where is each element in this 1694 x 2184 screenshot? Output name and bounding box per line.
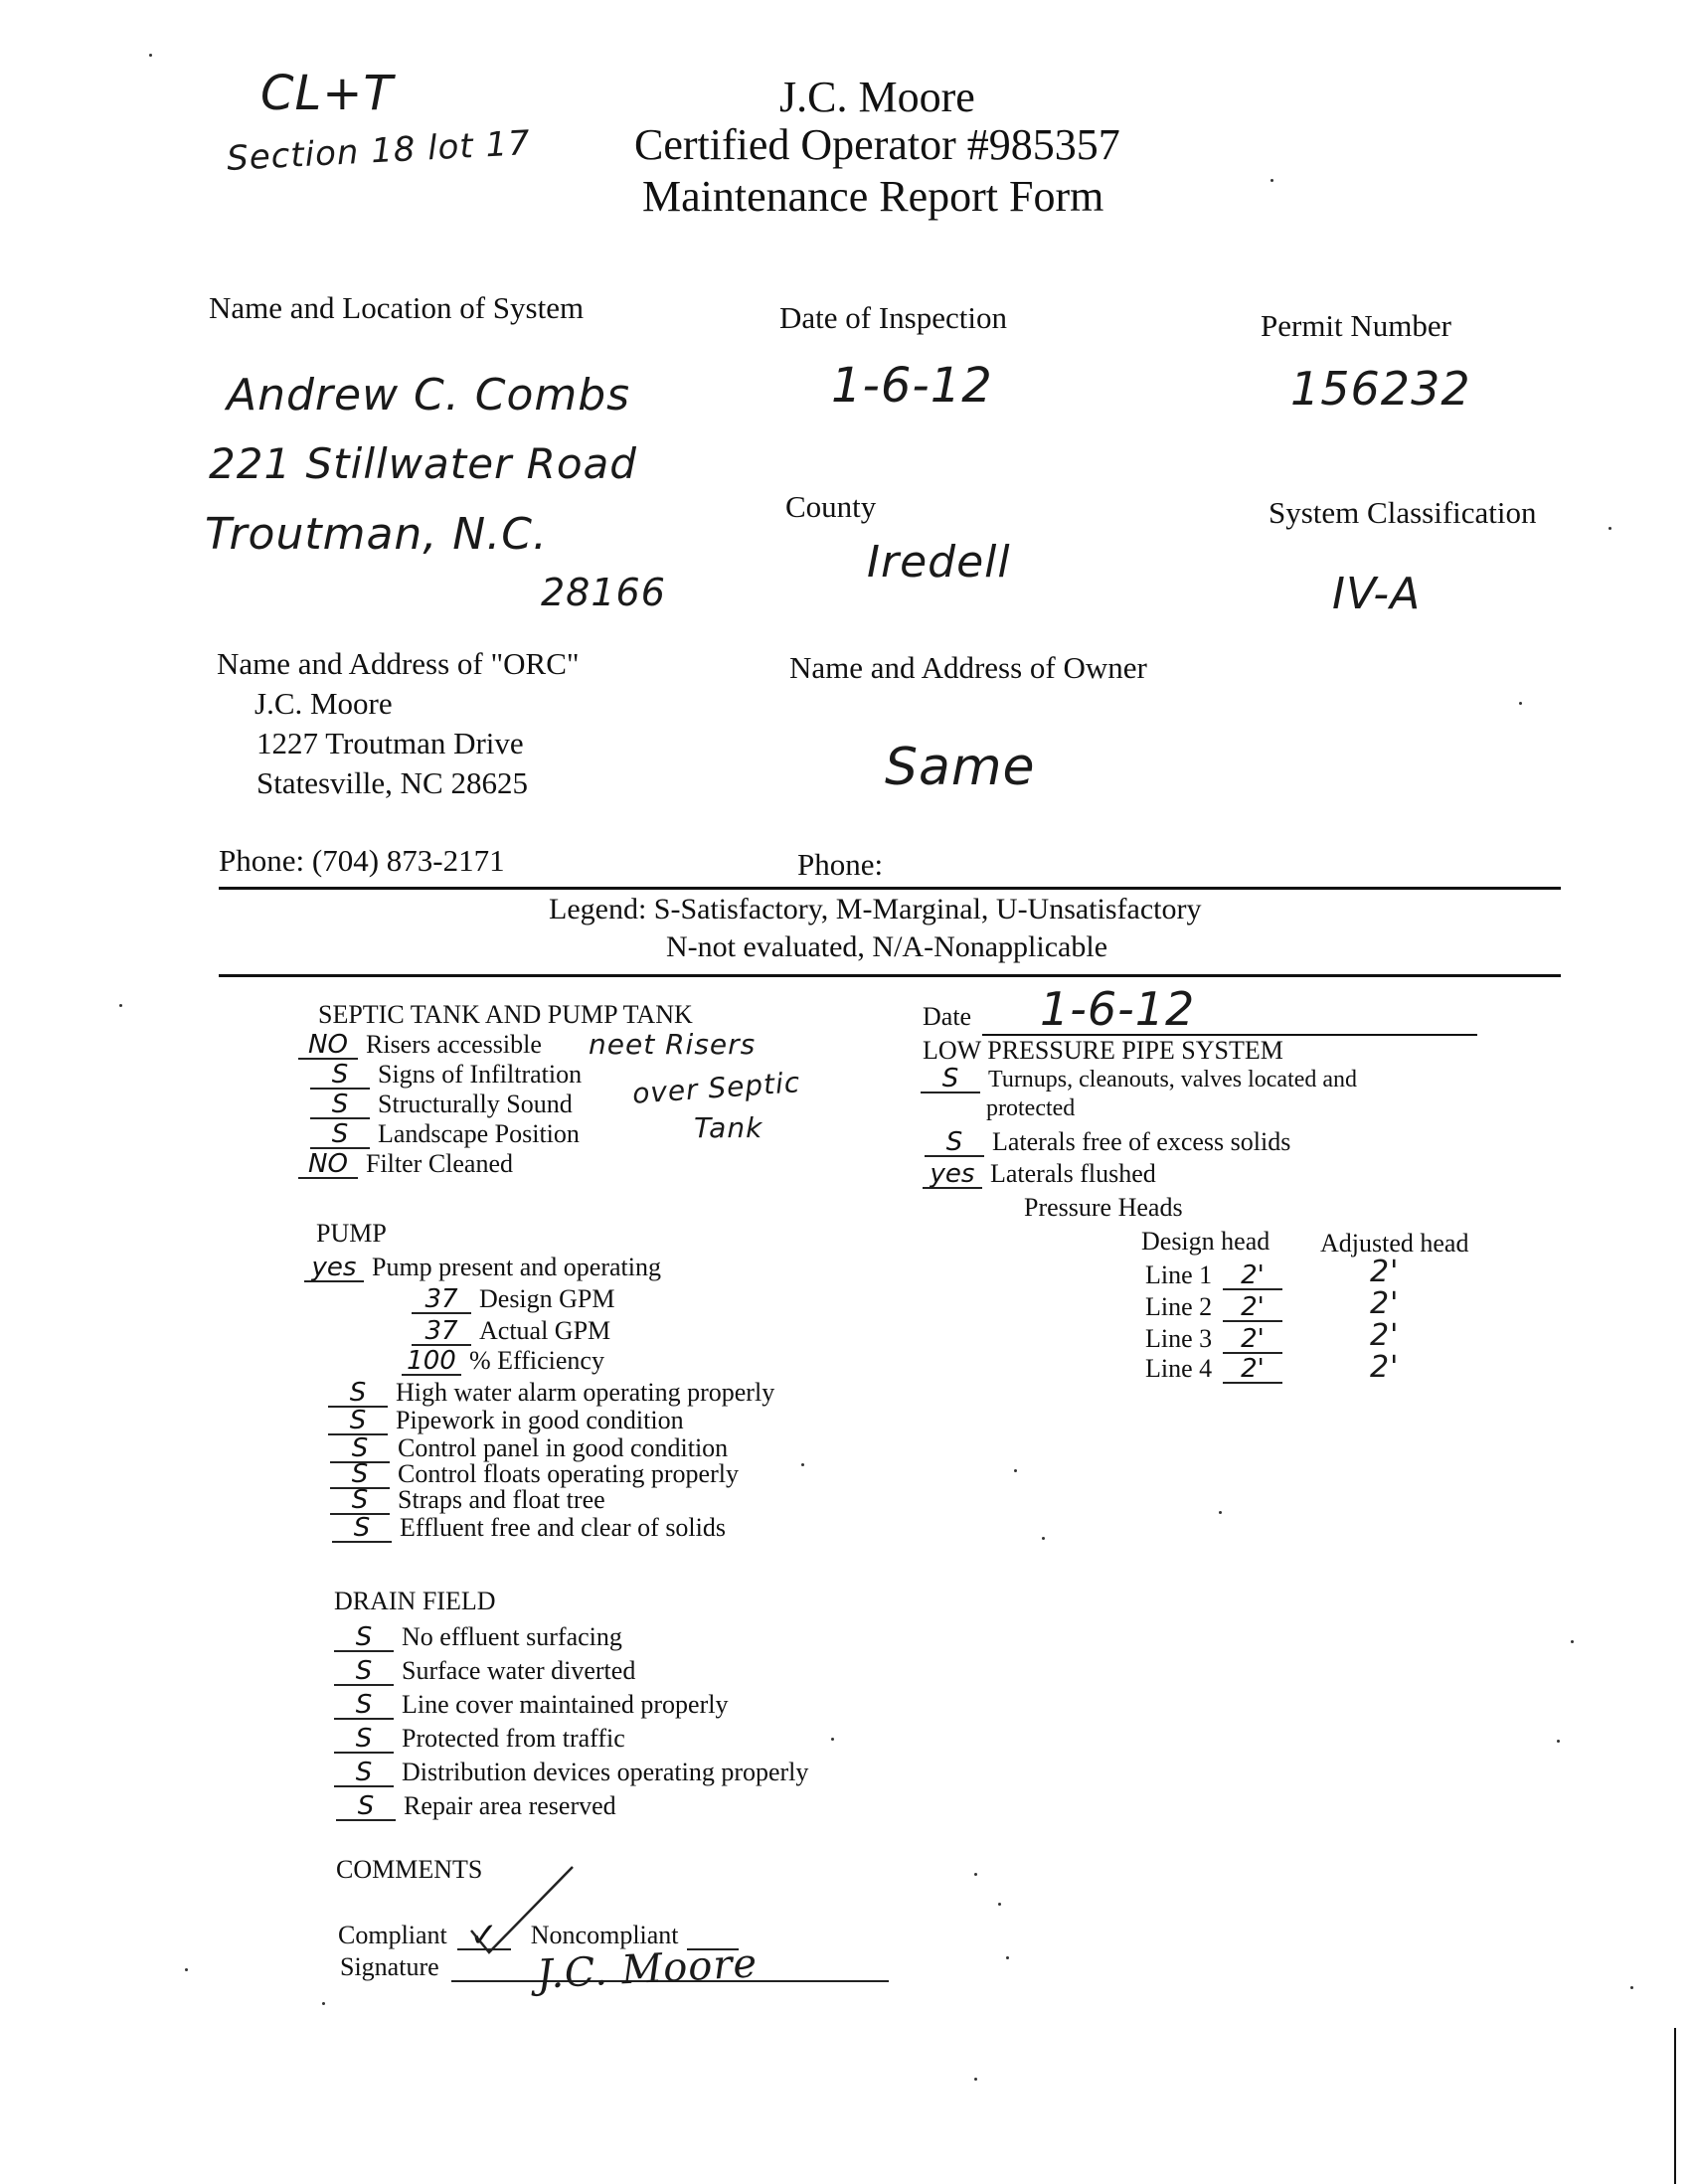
- design-gpm-row: [412, 1284, 615, 1314]
- lpp-mark: S: [925, 1129, 984, 1157]
- permit-label: Permit Number: [1261, 308, 1451, 343]
- lpp-label: Laterals flushed: [990, 1159, 1156, 1188]
- actual-gpm-row: [412, 1316, 610, 1346]
- pump-present-label: Pump present and operating: [372, 1253, 661, 1281]
- county-label: County: [785, 489, 877, 524]
- scan-speck: [831, 1738, 834, 1741]
- pump-label: High water alarm operating properly: [396, 1378, 775, 1407]
- lpp-date-value: 1-6-12: [1040, 982, 1196, 1036]
- owner-phone-label: Phone:: [797, 847, 884, 882]
- drain-mark: S: [334, 1760, 394, 1787]
- septic-mark: NO: [298, 1032, 358, 1060]
- line-adjusted: 2': [1370, 1350, 1400, 1385]
- pump-item: [328, 1406, 684, 1435]
- lpp-label-cont: protected: [986, 1095, 1076, 1121]
- lpp-label: Laterals free of excess solids: [992, 1127, 1291, 1156]
- lpp-mark: yes: [923, 1161, 982, 1189]
- inspection-date-label: Date of Inspection: [779, 300, 1007, 335]
- septic-item: [310, 1060, 582, 1090]
- scan-speck: [1219, 1511, 1222, 1514]
- pump-mark: S: [330, 1461, 390, 1489]
- pump-present-row: [304, 1253, 661, 1282]
- pump-item: [330, 1485, 605, 1515]
- system-name: Andrew C. Combs: [227, 370, 631, 420]
- drain-mark: S: [334, 1658, 394, 1686]
- scan-speck: [1519, 702, 1522, 705]
- orc-name: J.C. Moore: [254, 686, 393, 721]
- owner-label: Name and Address of Owner: [789, 650, 1147, 685]
- septic-mark: S: [310, 1121, 370, 1149]
- pump-mark: S: [328, 1380, 388, 1408]
- pump-present-mark: yes: [304, 1255, 364, 1282]
- scan-speck: [974, 2078, 977, 2081]
- scan-speck: [1571, 1640, 1574, 1643]
- line-design: 2': [1223, 1356, 1282, 1384]
- pressure-heads-label: Pressure Heads: [1024, 1193, 1183, 1222]
- septic-item: [298, 1030, 542, 1060]
- handwritten-reference-2: Section 18 lot 17: [226, 123, 532, 179]
- septic-note-2: over Septic: [631, 1066, 802, 1110]
- scan-speck: [1557, 1740, 1560, 1743]
- compliant-label: Compliant: [338, 1921, 447, 1949]
- pump-label: Pipework in good condition: [396, 1406, 684, 1434]
- drain-item: [336, 1791, 616, 1821]
- septic-note-1: neet Risers: [589, 1028, 757, 1061]
- septic-label: Landscape Position: [378, 1119, 580, 1148]
- checkmark-stroke-icon: [467, 1861, 577, 1956]
- scan-speck: [1630, 1986, 1633, 1989]
- drain-label: Protected from traffic: [402, 1724, 625, 1753]
- scan-speck: [149, 54, 152, 57]
- orc-phone-label: Phone:: [219, 843, 305, 878]
- line-label: Line 2: [1145, 1292, 1213, 1321]
- scan-speck: [1006, 1956, 1009, 1959]
- pump-mark: S: [328, 1408, 388, 1435]
- septic-item: [310, 1119, 580, 1149]
- design-head-label: Design head: [1141, 1227, 1270, 1256]
- county-value: Iredell: [867, 537, 1011, 588]
- scan-speck: [1609, 527, 1611, 530]
- handwritten-reference-1: CL+T: [260, 66, 394, 121]
- lpp-item: [925, 1127, 1290, 1157]
- classification-label: System Classification: [1269, 495, 1537, 530]
- system-zip: 28166: [541, 571, 666, 614]
- legend-line2: N-not evaluated, N/A-Nonapplicable: [666, 930, 1108, 963]
- septic-label: Risers accessible: [366, 1030, 542, 1059]
- compliant-check-icon: ✓: [457, 1923, 511, 1950]
- pressure-line-row: [1145, 1354, 1290, 1384]
- scan-speck: [801, 1463, 804, 1466]
- line-design: 2': [1223, 1326, 1282, 1354]
- classification-value: IV-A: [1332, 569, 1422, 619]
- drain-title: DRAIN FIELD: [334, 1587, 496, 1615]
- drain-label: Distribution devices operating properly: [402, 1758, 809, 1786]
- drain-item: [334, 1622, 622, 1652]
- orc-street: 1227 Troutman Drive: [256, 726, 524, 760]
- lpp-mark: S: [921, 1066, 980, 1093]
- septic-title: SEPTIC TANK AND PUMP TANK: [318, 1000, 693, 1029]
- line-adjusted: 2': [1370, 1318, 1400, 1353]
- scan-speck: [1042, 1537, 1045, 1540]
- line-design: 2': [1223, 1262, 1282, 1290]
- pump-title: PUMP: [316, 1219, 387, 1248]
- efficiency-label: % Efficiency: [469, 1346, 604, 1375]
- septic-label: Structurally Sound: [378, 1090, 573, 1118]
- design-gpm-label: Design GPM: [479, 1284, 615, 1313]
- drain-mark: S: [336, 1793, 396, 1821]
- drain-label: Surface water diverted: [402, 1656, 636, 1685]
- efficiency-row: [402, 1346, 604, 1376]
- pump-item: [328, 1378, 774, 1408]
- pump-item: [332, 1513, 726, 1543]
- system-label: Name and Location of System: [209, 290, 585, 325]
- efficiency-value: 100: [402, 1348, 461, 1376]
- orc-city: Statesville, NC 28625: [256, 765, 528, 800]
- pump-mark: S: [330, 1487, 390, 1515]
- scan-speck: [974, 1873, 977, 1876]
- drain-item: [334, 1758, 808, 1787]
- actual-gpm-label: Actual GPM: [479, 1316, 611, 1345]
- pump-label: Effluent free and clear of solids: [400, 1513, 726, 1542]
- system-street: 221 Stillwater Road: [209, 439, 637, 488]
- septic-item: [298, 1149, 513, 1179]
- pressure-line-row: [1145, 1260, 1290, 1290]
- drain-item: [334, 1690, 728, 1720]
- septic-label: Filter Cleaned: [366, 1149, 514, 1178]
- drain-item: [334, 1656, 635, 1686]
- divider-top: [219, 887, 1561, 890]
- pump-mark: S: [332, 1515, 392, 1543]
- septic-item: [310, 1090, 573, 1119]
- drain-label: Line cover maintained properly: [402, 1690, 729, 1719]
- drain-mark: S: [334, 1726, 394, 1754]
- pump-label: Control floats operating properly: [398, 1459, 739, 1488]
- adjusted-head-label: Adjusted head: [1320, 1229, 1469, 1258]
- actual-gpm-value: 37: [412, 1318, 471, 1346]
- system-city: Troutman, N.C.: [205, 509, 548, 560]
- lpp-item: [923, 1159, 1156, 1189]
- comments-label: COMMENTS: [336, 1855, 483, 1884]
- pressure-line-row: [1145, 1292, 1290, 1322]
- drain-label: No effluent surfacing: [402, 1622, 622, 1651]
- certification-number: Certified Operator #985357: [634, 120, 1120, 169]
- line-adjusted: 2': [1370, 1286, 1400, 1321]
- noncompliant-label: Noncompliant: [530, 1921, 679, 1949]
- pump-label: Straps and float tree: [398, 1485, 605, 1514]
- inspection-date-value: 1-6-12: [831, 358, 993, 414]
- lpp-title: LOW PRESSURE PIPE SYSTEM: [923, 1036, 1283, 1065]
- septic-note-3: Tank: [694, 1111, 763, 1144]
- legend-line1: Legend: S-Satisfactory, M-Marginal, U-Unsatisfactory: [549, 893, 1202, 925]
- drain-mark: S: [334, 1624, 394, 1652]
- line-label: Line 1: [1145, 1260, 1213, 1289]
- scan-speck: [322, 2002, 325, 2005]
- septic-mark: S: [310, 1062, 370, 1090]
- scan-speck: [119, 1004, 122, 1007]
- orc-phone-row: [219, 843, 505, 879]
- scan-speck: [1270, 179, 1273, 182]
- lpp-item: [921, 1066, 1357, 1093]
- lpp-label: Turnups, cleanouts, valves located and: [988, 1067, 1358, 1092]
- pump-label: Control panel in good condition: [398, 1433, 729, 1462]
- line-adjusted: 2': [1370, 1255, 1400, 1289]
- pump-mark: S: [330, 1435, 390, 1463]
- operator-name: J.C. Moore: [779, 73, 975, 121]
- orc-label: Name and Address of "ORC": [217, 646, 580, 681]
- pressure-line-row: [1145, 1324, 1290, 1354]
- lpp-date-label: Date: [923, 1002, 972, 1031]
- scan-edge-line: [1674, 2028, 1676, 2184]
- signature-value: J.C. Moore: [535, 1940, 760, 1998]
- scan-speck: [185, 1968, 188, 1971]
- scan-speck: [998, 1903, 1001, 1906]
- septic-mark: NO: [298, 1151, 358, 1179]
- permit-value: 156232: [1290, 362, 1471, 416]
- orc-phone-value: (704) 873-2171: [311, 843, 505, 878]
- design-gpm-value: 37: [412, 1286, 471, 1314]
- drain-item: [334, 1724, 625, 1754]
- signature-label: Signature: [340, 1952, 439, 1981]
- drain-label: Repair area reserved: [404, 1791, 616, 1820]
- septic-mark: S: [310, 1092, 370, 1119]
- owner-value: Same: [885, 738, 1036, 797]
- septic-label: Signs of Infiltration: [378, 1060, 583, 1089]
- divider-bottom: [219, 974, 1561, 977]
- line-design: 2': [1223, 1294, 1282, 1322]
- line-label: Line 3: [1145, 1324, 1213, 1353]
- line-label: Line 4: [1145, 1354, 1213, 1383]
- form-title: Maintenance Report Form: [642, 172, 1104, 221]
- drain-mark: S: [334, 1692, 394, 1720]
- scan-speck: [1014, 1469, 1017, 1472]
